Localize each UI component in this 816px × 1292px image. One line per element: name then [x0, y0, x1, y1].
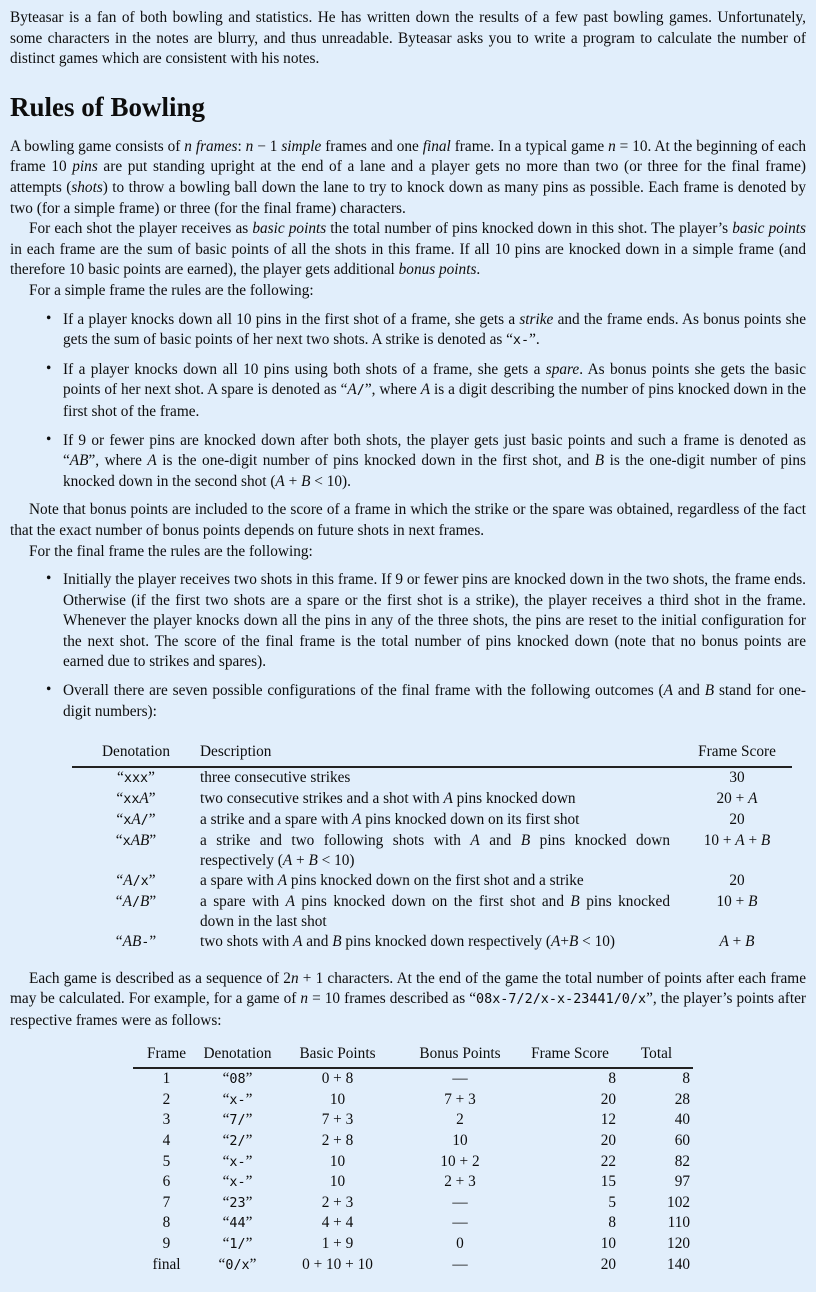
table-cell: 40 [674, 1111, 690, 1129]
column-header: Description [200, 742, 682, 767]
table-header-row [133, 1044, 693, 1069]
table-cell: “0/x” [218, 1255, 257, 1273]
table-row [72, 892, 792, 932]
bullet-item [46, 310, 806, 352]
table-cell: 10 [600, 1234, 616, 1252]
table-cell: two shots with A and B pins knocked down respectively (A+B < 10) [200, 932, 616, 950]
table-cell: 110 [667, 1214, 690, 1232]
column-header: Denotation [72, 742, 200, 767]
table-row [133, 1213, 693, 1234]
table-cell: 9 [162, 1234, 171, 1252]
table-cell: 7 + 3 [321, 1111, 354, 1129]
table-row [133, 1152, 693, 1173]
table-row [133, 1172, 693, 1193]
bullet-text: If a player knocks down all 10 pins using both shots of a frame, she gets a spare. As bonus points she gets the basic points of her next shot. A spare is denoted as “A/”, where A is a digit describing the number of pins knocked down in the first shot of the frame. [63, 360, 806, 420]
table-cell: 60 [674, 1132, 690, 1150]
table-cell: “44” [222, 1214, 253, 1232]
table-cell: “A/x” [116, 871, 156, 889]
intro-paragraph: Byteasar is a fan of both bowling and statistics. He has written down the results of a few past bowling games. Unfortunately, some characters in the notes are blurry, and thus unreadable. Byteasar asks you to write a program to calculate the number of distinct games which are consistent with his notes. [10, 9, 806, 68]
table-row [133, 1131, 693, 1152]
table-cell: 10 [329, 1152, 346, 1170]
table-cell: 20 [729, 810, 745, 828]
bullet-text: If 9 or fewer pins are knocked down after both shots, the player gets just basic points and such a frame is denoted as “AB”, where A is the one-digit number of pins knocked down in the first shot, and B is the one-digit number of pins knocked down in the second shot (A + B < 10). [63, 431, 806, 490]
table-cell: 8 [162, 1214, 171, 1232]
table-cell: 10 + B [716, 892, 758, 910]
table-row [133, 1234, 693, 1255]
table-cell: 140 [667, 1255, 690, 1273]
table-cell: 4 [162, 1132, 171, 1150]
table-cell: a spare with A pins knocked down on the first shot and B pins knocked down in the last shot [200, 892, 670, 930]
table-cell: “7/” [222, 1111, 253, 1129]
table-cell: 8 [608, 1070, 616, 1088]
table-cell: 10 + 2 [440, 1152, 480, 1170]
table-cell: 2 + 3 [444, 1173, 476, 1191]
table-row [72, 871, 792, 892]
column-header: Frame Score [520, 1044, 620, 1069]
section-heading: Rules of Bowling [10, 91, 206, 122]
table-cell: a spare with A pins knocked down on the first shot and a strike [200, 871, 584, 889]
table-row [72, 767, 792, 789]
table-cell: 4 + 4 [321, 1214, 354, 1232]
table-row [133, 1193, 693, 1214]
table-cell: 120 [667, 1234, 690, 1252]
table-cell: “xA/” [116, 810, 156, 828]
table-row [133, 1068, 693, 1090]
table-cell: 0 [456, 1234, 464, 1252]
table-cell: — [452, 1193, 468, 1211]
table-row [72, 789, 792, 810]
final-frame-configurations-table [72, 742, 792, 953]
bullet-icon: • [46, 309, 52, 327]
table-cell: a strike and a spare with A pins knocked down on its first shot [200, 810, 580, 828]
table-row [72, 831, 792, 871]
table-cell: 28 [674, 1090, 690, 1108]
table-cell: “xxA” [116, 789, 156, 807]
table-cell: “x-” [222, 1090, 253, 1108]
bullet-item [46, 431, 806, 493]
table-cell: A + B [719, 932, 755, 950]
table-row [133, 1090, 693, 1111]
table-cell: 22 [600, 1152, 616, 1170]
table-cell: 5 [608, 1193, 616, 1211]
table-header-row [72, 742, 792, 767]
table-cell: 20 [729, 871, 745, 889]
bullet-item [46, 360, 806, 423]
table-cell: 12 [600, 1111, 616, 1129]
table-cell: 15 [600, 1173, 616, 1191]
table-cell: 1 [162, 1070, 171, 1088]
table-cell: 10 [329, 1173, 346, 1191]
table-row [72, 810, 792, 831]
bullet-text: Overall there are seven possible configurations of the final frame with the following outcomes (A and B stand for one-digit numbers): [63, 682, 806, 720]
table-cell: 10 [329, 1090, 346, 1108]
table-row [72, 932, 792, 953]
table-cell: — [452, 1255, 468, 1273]
column-header: Frame [133, 1044, 200, 1069]
table-cell: 1 + 9 [321, 1234, 354, 1252]
bullet-icon: • [46, 570, 52, 588]
column-header: Bonus Points [400, 1044, 520, 1069]
table-cell: a strike and two following shots with A and B pins knocked down respectively (A + B < 10) [200, 831, 670, 869]
table-cell: “08” [222, 1070, 253, 1088]
column-header: Basic Points [275, 1044, 400, 1069]
paragraph-final-frame-intro: For the final frame the rules are the following: [29, 542, 313, 560]
table-cell: 7 [162, 1193, 171, 1211]
table-cell: — [452, 1214, 468, 1232]
table-cell: 20 [600, 1132, 616, 1150]
table-cell: 6 [162, 1173, 171, 1191]
bullet-icon: • [46, 681, 52, 699]
column-header: Total [620, 1044, 693, 1069]
table-cell: 0 + 8 [321, 1070, 354, 1088]
table-cell: “23” [222, 1193, 253, 1211]
table-cell: final [152, 1255, 181, 1273]
table-cell: “x-” [222, 1152, 253, 1170]
bullet-icon: • [46, 430, 52, 448]
bullet-icon: • [46, 359, 52, 377]
table-cell: 2 [456, 1111, 464, 1129]
paragraph-game-structure: A bowling game consists of n frames: n − 1 simple frames and one final frame. In a typical game n = 10. At the beginning of each frame 10 pins are put standing upright at the end of a lane and a player gets no more than two (or three for the final frame) attempts (shots) to throw a bowling ball down the lane to try to knock down as many pins as possible. Each frame is denoted by two (for a simple frame) or three (for the final frame) characters. [10, 137, 806, 217]
table-cell: 8 [682, 1070, 690, 1088]
table-cell: 20 + A [716, 789, 758, 807]
column-header: Frame Score [682, 742, 792, 767]
table-cell: 10 + A + B [703, 831, 771, 849]
table-cell: 5 [162, 1152, 171, 1170]
table-cell: “2/” [222, 1132, 253, 1150]
table-cell: 2 + 8 [321, 1132, 354, 1150]
paragraph-bonus-note: Note that bonus points are included to the score of a frame in which the strike or the spare was obtained, regardless of the fact that the exact number of bonus points depends on future shots in next frames. [10, 501, 806, 539]
table-row [133, 1110, 693, 1131]
table-cell: 2 [162, 1090, 171, 1108]
paragraph-simple-frame-intro: For a simple frame the rules are the following: [29, 281, 314, 299]
table-cell: 3 [162, 1111, 171, 1129]
table-cell: 102 [667, 1193, 690, 1211]
table-cell: “AB-” [115, 932, 157, 950]
table-cell: “xxx” [117, 768, 155, 786]
column-header: Denotation [200, 1044, 275, 1069]
table-cell: “A/B” [115, 892, 157, 910]
example-scoring-table [133, 1044, 693, 1276]
bullet-text: If a player knocks down all 10 pins in the first shot of a frame, she gets a strike and the frame ends. As bonus points she gets the sum of basic points of her next two shots. A strike is denoted as “x-”. [63, 310, 806, 349]
table-row [133, 1255, 693, 1276]
table-cell: 2 + 3 [321, 1193, 354, 1211]
paragraph-example: Each game is described as a sequence of 2n + 1 characters. At the end of the game the total number of points after each frame may be calculated. For example, for a game of n = 10 frames described as “08x-7/2/x-x-23441/0/x”, the player’s points after respective frames were as follows: [10, 969, 807, 1030]
table-cell: 10 [452, 1132, 468, 1150]
simple-frame-rules-list [10, 310, 806, 493]
table-cell: “x-” [222, 1173, 253, 1191]
table-cell: 82 [674, 1152, 690, 1170]
table-cell: — [452, 1070, 468, 1088]
table-cell: “xAB” [115, 831, 157, 849]
paragraph-basic-points: For each shot the player receives as basic points the total number of pins knocked down in this shot. The player’s basic points in each frame are the sum of basic points of all the shots in this frame. If all 10 pins are knocked down in a simple frame (and therefore 10 basic points are earned), the player gets additional bonus points. [10, 220, 806, 279]
table-cell: 20 [600, 1090, 616, 1108]
table-cell: “1/” [222, 1234, 253, 1252]
table-cell: 97 [674, 1173, 690, 1191]
bullet-item [46, 570, 806, 673]
table-cell: two consecutive strikes and a shot with A pins knocked down [200, 789, 576, 807]
final-frame-rules-list [10, 570, 806, 722]
bullet-text: Initially the player receives two shots in this frame. If 9 or fewer pins are knocked down in the two shots, the frame ends. Otherwise (if the first two shots are a spare or the first shot is a strike), the player receives a third shot in the frame. Whenever the player knocks down all the pins in any of the three shots, the pins are reset to the initial configuration for the next shot. The score of the final frame is the total number of pins knocked down (note that no bonus points are earned due to strikes and spares). [63, 571, 806, 671]
table-cell: 0 + 10 + 10 [302, 1255, 373, 1273]
table-cell: 7 + 3 [444, 1090, 476, 1108]
table-cell: three consecutive strikes [200, 768, 351, 786]
bullet-item [46, 681, 806, 722]
table-cell: 8 [608, 1214, 616, 1232]
table-cell: 30 [729, 768, 745, 786]
table-cell: 20 [600, 1255, 616, 1273]
